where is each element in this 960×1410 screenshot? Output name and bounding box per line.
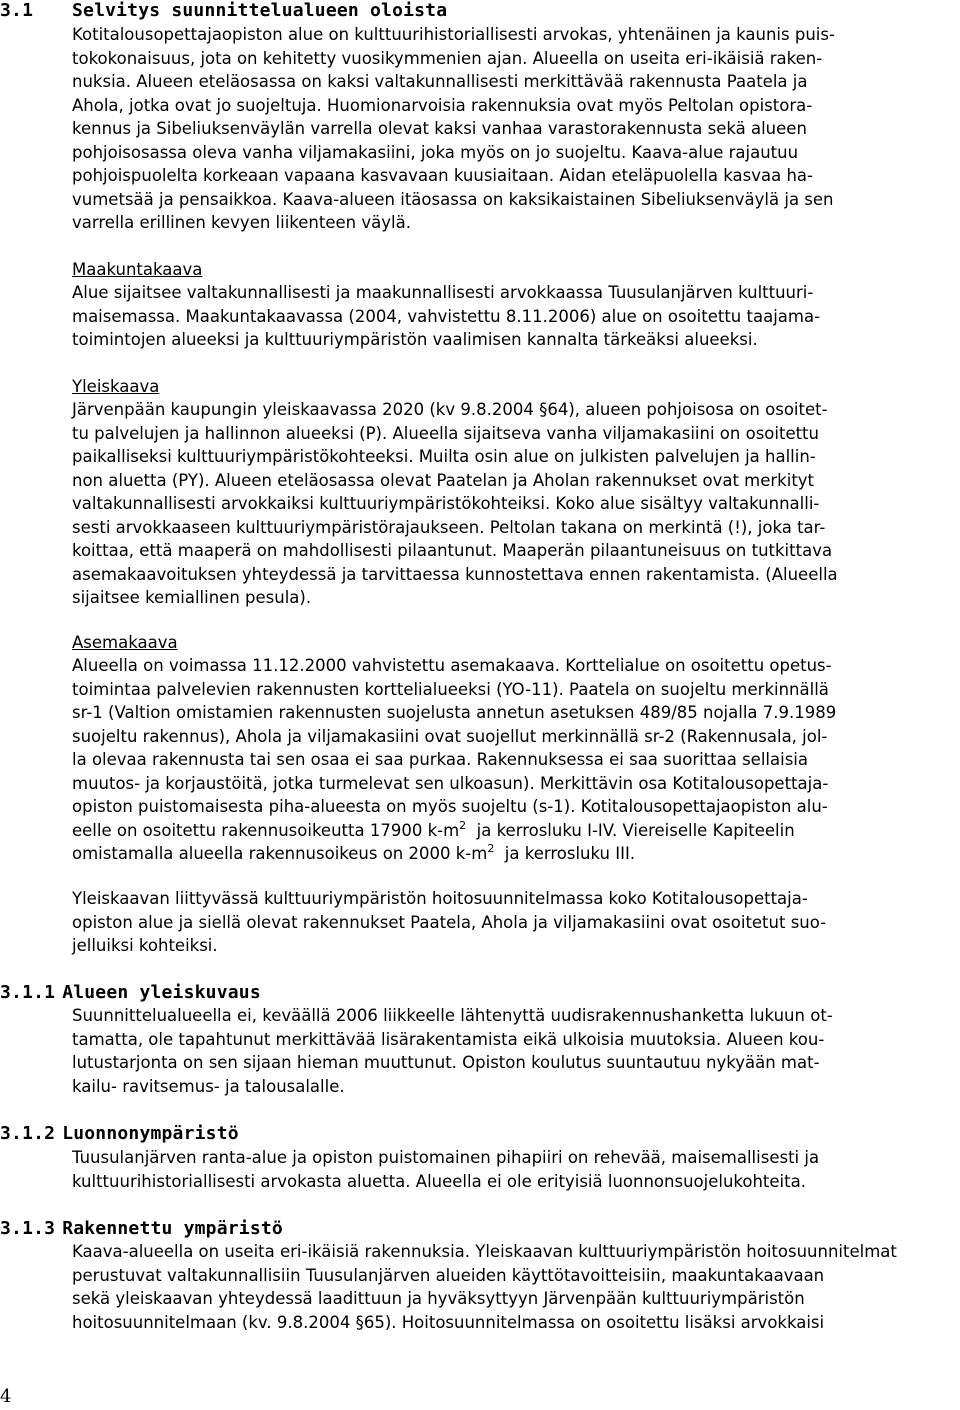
paragraph-line: toimintaa palvelevien rakennusten korttelialueeksi (YO-11). Paatela on suojeltu merkinnällä xyxy=(72,679,829,699)
subsection-number: 3.1.1 xyxy=(0,982,56,1003)
paragraph-line: pohjoisosassa oleva vanha viljamakasiini, joka myös on jo suojeltu. Kaava-alue rajautuu xyxy=(72,142,799,162)
paragraph-line: sesti arvokkaaseen kulttuuriympäristörajaukseen. Peltolan takana on merkintä (!), joka tar- xyxy=(72,517,826,537)
paragraph-line xyxy=(72,819,960,843)
paragraph-line: maisemassa. Maakuntakaavassa (2004, vahvistettu 8.11.2006) alue on osoitettu taajama- xyxy=(72,306,821,326)
subsection-heading xyxy=(0,1123,239,1145)
subsection-title: Luonnonympäristö xyxy=(62,1123,239,1144)
subsection-number: 3.1.3 xyxy=(0,1218,56,1239)
section-number: 3.1 xyxy=(0,0,34,21)
paragraph-line: hoitosuunnitelmaan (kv. 9.8.2004 §65). Hoitosuunnitelmassa on osoitettu lisäksi arvokkaisi xyxy=(72,1312,825,1332)
subsection-title: Rakennettu ympäristö xyxy=(62,1218,283,1239)
section-title: Selvitys suunnittelualueen oloista xyxy=(72,0,448,21)
line-text: omistamalla alueella rakennusoikeus on 2000 k-m xyxy=(72,844,488,863)
hoitosuunnitelma-paragraph xyxy=(72,887,960,958)
line-text: eelle on osoitettu rakennusoikeutta 17900 k-m xyxy=(72,820,460,840)
line-text: ja kerrosluku III. xyxy=(494,844,636,863)
paragraph-line: sijaitsee kemiallinen pesula). xyxy=(72,588,312,607)
paragraph-line: sr-1 (Valtion omistamien rakennusten suojelusta annetun asetuksen 489/85 nojalla 7.9.1989 xyxy=(72,703,837,722)
paragraph-line: Yleiskaavan liittyvässä kulttuuriympäristön hoitosuunnitelmassa koko Kotitalousopettaja- xyxy=(72,889,808,908)
paragraph-line: valtakunnallisesti arvokkaiksi kulttuuriympäristökohteiksi. Koko alue sisältyy valtakunnalli- xyxy=(72,494,820,513)
subsection-number: 3.1.2 xyxy=(0,1123,56,1144)
paragraph-line: non aluetta (PY). Alueen eteläosassa olevat Paatelan ja Aholan rakennukset ovat merkityt xyxy=(72,470,815,490)
paragraph-line: perustuvat valtakunnallisiin Tuusulanjärven alueiden käyttötavoitteisiin, maakuntakaavaan xyxy=(72,1265,825,1285)
paragraph-line: asemakaavoituksen yhteydessä ja tarvittaessa kunnostettava ennen rakentamista. (Alueella xyxy=(72,564,838,584)
section-heading xyxy=(0,0,447,22)
paragraph-line: tu palvelujen ja hallinnon alueeksi (P). Alueella sijaitseva vanha viljamakasiini on osoitettu xyxy=(72,423,819,443)
yleiskuvaus-paragraph xyxy=(72,1004,960,1098)
paragraph-line: Tuusulanjärven ranta-alue ja opiston puistomainen pihapiiri on rehevää, maisemallisesti ja xyxy=(72,1148,820,1167)
yleiskaava-caption: Yleiskaava xyxy=(72,377,160,396)
maakuntakaava-caption: Maakuntakaava xyxy=(72,260,203,279)
yleiskaava-paragraph xyxy=(72,398,960,610)
asemakaava-caption: Asemakaava xyxy=(72,633,178,652)
paragraph-line: Suunnittelualueella ei, keväällä 2006 liikkeelle lähtenyttä uudisrakennushanketta lukuun ot- xyxy=(72,1006,833,1025)
paragraph-line: opiston puistomaisesta piha-alueesta on myös suojeltu (s-1). Kotitalousopettajaopiston alu- xyxy=(72,797,828,816)
paragraph-line: Alue sijaitsee valtakunnallisesti ja maakunnallisesti arvokkaassa Tuusulanjärven kulttuuri- xyxy=(72,283,814,302)
paragraph-line: jelluiksi kohteiksi. xyxy=(72,936,218,955)
paragraph-line: la olevaa rakennusta tai sen osaa ei saa purkaa. Rakennuksessa ei saa suorittaa sellaisia xyxy=(72,750,808,769)
rakennettu-ymparisto-paragraph xyxy=(72,1240,960,1334)
paragraph-line: tokokonaisuus, jota on kehitetty vuosikymmenien ajan. Alueella on useita eri-ikäisiä raken- xyxy=(72,48,823,68)
paragraph-line: pohjoispuolelta korkeaan vapaana kasvavaan kuusiaitaan. Aidan eteläpuolella kasvaa ha- xyxy=(72,166,813,185)
paragraph-line: Ahola, jotka ovat jo suojeltuja. Huomionarvoisia rakennuksia ovat myös Peltolan opistora- xyxy=(72,95,813,115)
page-number: 4 xyxy=(0,1386,12,1407)
paragraph-line: paikalliseksi kulttuuriympäristökohteeksi. Muilta osin alue on julkisten palvelujen ja hallin- xyxy=(72,447,816,466)
paragraph-line: opiston alue ja siellä olevat rakennukset Paatela, Ahola ja viljamakasiini ovat osoitetut suo- xyxy=(72,912,827,932)
paragraph-line: kulttuurihistoriallisesti arvokasta aluetta. Alueella ei ole erityisiä luonnonsuojelukohteita. xyxy=(72,1171,806,1191)
asemakaava-paragraph xyxy=(72,654,960,866)
paragraph-line: vumetsää ja pensaikkoa. Kaava-alueen itäosassa on kaksikaistainen Sibeliuksenväylä ja sen xyxy=(72,189,834,209)
paragraph-line: koittaa, että maaperä on mahdollisesti pilaantunut. Maaperän pilaantuneisuus on tutkittava xyxy=(72,541,833,560)
superscript: 2 xyxy=(487,842,495,855)
paragraph-line: kailu- ravitsemus- ja talousalalle. xyxy=(72,1076,345,1096)
paragraph-line: suojeltu rakennus), Ahola ja viljamakasiini ovat suojellut merkinnällä sr-2 (Rakennusala, jol- xyxy=(72,726,828,746)
luonnonymparisto-paragraph xyxy=(72,1146,960,1193)
paragraph-line: sekä yleiskaavan yhteydessä laadittuun ja hyväksyttyyn Järvenpään kulttuuriympäristön xyxy=(72,1289,805,1308)
paragraph-line: varrella erillinen kevyen liikenteen väylä. xyxy=(72,213,411,232)
subsection-heading xyxy=(0,1218,283,1240)
paragraph-line: nuksia. Alueen eteläosassa on kaksi valtakunnallisesti merkittävää rakennusta Paatela ja xyxy=(72,72,808,91)
line-text: ja kerrosluku I-IV. Viereiselle Kapiteelin xyxy=(466,820,795,840)
paragraph-line: kennus ja Sibeliuksenväylän varrella olevat kaksi vanhaa varastorakennusta sekä alueen xyxy=(72,119,807,138)
paragraph-line: muutos- ja korjaustöitä, jotka turmelevat sen ulkoasun). Merkittävin osa Kotitalousopettaja- xyxy=(72,773,829,793)
paragraph-line: Kotitalousopettajaopiston alue on kulttuurihistoriallisesti arvokas, yhtenäinen ja kaunis puis- xyxy=(72,25,835,44)
superscript: 2 xyxy=(459,818,467,832)
paragraph-line: Järvenpään kaupungin yleiskaavassa 2020 (kv 9.8.2004 §64), alueen pohjoisosa on osoitet- xyxy=(72,400,828,419)
paragraph-line: Kaava-alueella on useita eri-ikäisiä rakennuksia. Yleiskaavan kulttuuriympäristön hoitosuunnitelmat xyxy=(72,1242,897,1261)
paragraph-line: lutustarjonta on sen sijaan hieman muuttunut. Opiston koulutus suuntautuu nykyään mat- xyxy=(72,1053,820,1072)
subsection-title: Alueen yleiskuvaus xyxy=(62,982,261,1003)
paragraph-line xyxy=(72,842,960,866)
paragraph-line: Alueella on voimassa 11.12.2000 vahvistettu asemakaava. Korttelialue on osoitettu opetus- xyxy=(72,656,832,675)
subsection-heading xyxy=(0,982,261,1004)
paragraph-line: toimintojen alueeksi ja kulttuuriympäristön vaalimisen kannalta tärkeäksi alueeksi. xyxy=(72,330,758,349)
paragraph-line: tamatta, ole tapahtunut merkittävää lisärakentamista eikä ulkoisia muutoksia. Alueen kou- xyxy=(72,1029,825,1049)
intro-paragraph xyxy=(72,23,960,235)
maakuntakaava-paragraph xyxy=(72,281,960,352)
